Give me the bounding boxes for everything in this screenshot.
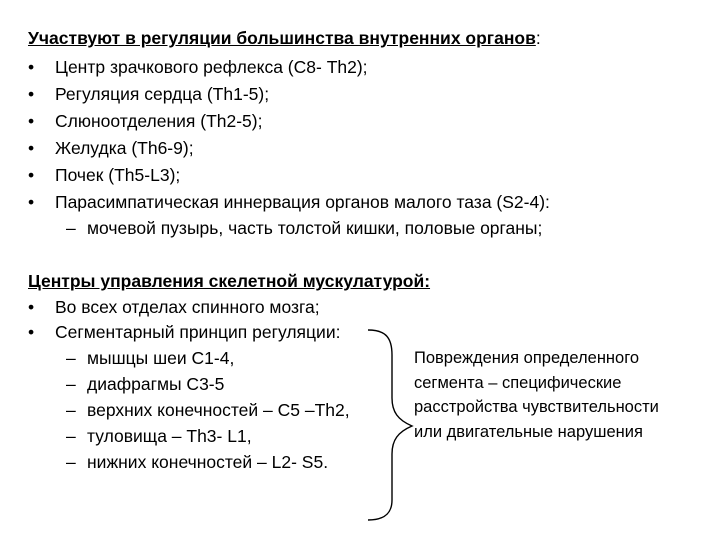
bullet-marker: • <box>28 165 35 185</box>
bullet-text: Парасимпатическая иннервация органов малого таза (S2-4): <box>55 192 550 212</box>
section1-heading-suffix: : <box>535 28 541 48</box>
dash-marker: – <box>66 374 76 394</box>
sub-item-text: мышцы шеи С1-4, <box>87 348 235 368</box>
note-line-4: или двигательные нарушения <box>414 422 643 441</box>
dash-marker: – <box>66 452 76 472</box>
note-line-1: Повреждения определенного <box>414 349 640 367</box>
bullet-text: Сегментарный принцип регуляции: <box>55 322 341 342</box>
bullet-marker: • <box>28 138 35 158</box>
dash-marker: – <box>66 400 76 420</box>
note-line-2: сегмента – специфические <box>414 373 622 392</box>
section1-heading-text: Участвуют в регуляции большинства внутренних органов <box>28 28 536 48</box>
sub-item-text: диафрагмы С3-5 <box>87 374 225 394</box>
bullet-text: Во всех отделах спинного мозга; <box>55 297 320 317</box>
sub-item-text: верхних конечностей – С5 –Th2, <box>87 400 350 420</box>
bullet-text: Желудка (Th6-9); <box>55 138 194 158</box>
bullet-marker: • <box>28 192 35 212</box>
bullet-marker: • <box>28 57 35 77</box>
section2-heading-text: Центры управления скелетной мускулатурой: <box>28 271 431 291</box>
dash-marker: – <box>66 218 76 238</box>
bullet-marker: • <box>28 322 35 342</box>
bullet-marker: • <box>28 297 35 317</box>
bullet-text: Слюноотделения (Th2-5); <box>55 111 263 131</box>
dash-marker: – <box>66 348 76 368</box>
note-block <box>414 346 659 444</box>
bullet-text: Центр зрачкового рефлекса (С8- Th2); <box>55 57 368 77</box>
sub-item-text: нижних конечностей – L2- S5. <box>87 452 329 472</box>
bullet-text: Регуляция сердца (Th1-5); <box>55 84 270 104</box>
note-line-3: расстройства чувствительности <box>414 398 659 416</box>
sub-item-text: мочевой пузырь, часть толстой кишки, половые органы; <box>87 218 543 238</box>
bullet-marker: • <box>28 84 35 104</box>
bullet-text: Почек (Th5-L3); <box>55 165 181 185</box>
bullet-marker: • <box>28 111 35 131</box>
dash-marker: – <box>66 426 76 446</box>
sub-item-text: туловища – Th3- L1, <box>87 426 252 446</box>
